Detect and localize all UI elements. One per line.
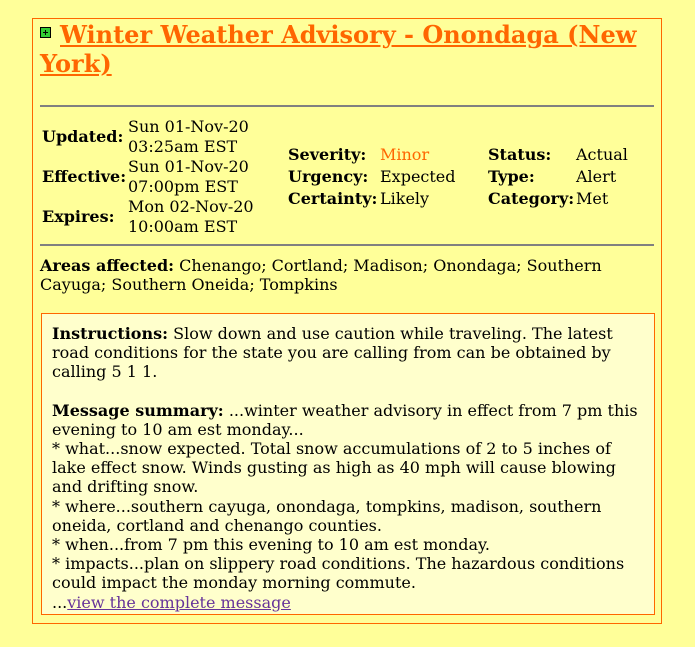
severity-value: Minor xyxy=(380,145,430,164)
areas-label: Areas affected: xyxy=(40,256,175,275)
message-box xyxy=(41,313,655,615)
category-label: Category: xyxy=(488,189,575,208)
expand-plus-icon[interactable] xyxy=(40,27,51,38)
severity-label: Severity: xyxy=(288,145,367,164)
divider-bottom xyxy=(40,244,654,246)
summary-line: * what...snow expected. Total snow accumulations of 2 to 5 inches of lake effect snow. Winds gusting as high as 40 mph will cause blowing and drifting snow. xyxy=(52,439,616,497)
link-prefix: ... xyxy=(52,592,68,612)
divider-top xyxy=(40,105,654,107)
summary-line: ...winter weather advisory in effect from 7 pm this evening to 10 am est monday... xyxy=(52,400,638,439)
expires-label: Expires: xyxy=(42,207,115,226)
instructions-paragraph xyxy=(52,324,644,382)
advisory-title-link[interactable]: Winter Weather Advisory - Onondaga (New York) xyxy=(40,20,637,78)
instructions-text: Slow down and use caution while traveling. The latest road conditions for the state you are calling from can be obtained by calling 5 1 1. xyxy=(52,324,613,382)
effective-value-line2: 07:00pm EST xyxy=(128,177,238,196)
status-value: Actual xyxy=(576,145,628,164)
view-complete-message-link[interactable]: view the complete message xyxy=(67,592,291,612)
type-label: Type: xyxy=(488,167,535,186)
updated-label: Updated: xyxy=(42,127,124,146)
areas-affected xyxy=(40,256,640,294)
type-value: Alert xyxy=(576,167,617,186)
expires-value-line1: Mon 02-Nov-20 xyxy=(128,197,254,216)
status-label: Status: xyxy=(488,145,552,164)
complete-message-line xyxy=(52,593,644,612)
summary-line: * impacts...plan on slippery road conditions. The hazardous conditions could impact the monday morning commute. xyxy=(52,554,625,593)
certainty-value: Likely xyxy=(380,189,430,208)
category-value: Met xyxy=(576,189,609,208)
summary-paragraph xyxy=(52,401,644,439)
advisory-title xyxy=(40,19,654,78)
summary-line: * when...from 7 pm this evening to 10 am est monday. xyxy=(52,535,490,555)
updated-value-line2: 03:25am EST xyxy=(128,137,238,156)
expires-value-line2: 10:00am EST xyxy=(128,217,238,236)
urgency-label: Urgency: xyxy=(288,167,369,186)
instructions-label: Instructions: xyxy=(52,324,169,343)
urgency-value: Expected xyxy=(380,167,456,186)
effective-label: Effective: xyxy=(42,167,127,186)
advisory-panel xyxy=(32,18,662,624)
areas-value: Chenango; Cortland; Madison; Onondaga; Southern Cayuga; Southern Oneida; Tompkins xyxy=(40,256,602,294)
certainty-label: Certainty: xyxy=(288,189,378,208)
updated-value-line1: Sun 01-Nov-20 xyxy=(128,117,249,136)
summary-label: Message summary: xyxy=(52,400,224,420)
summary-line: * where...southern cayuga, onondaga, tompkins, madison, southern oneida, cortland and chenango counties. xyxy=(52,496,602,535)
effective-value-line1: Sun 01-Nov-20 xyxy=(128,157,249,176)
